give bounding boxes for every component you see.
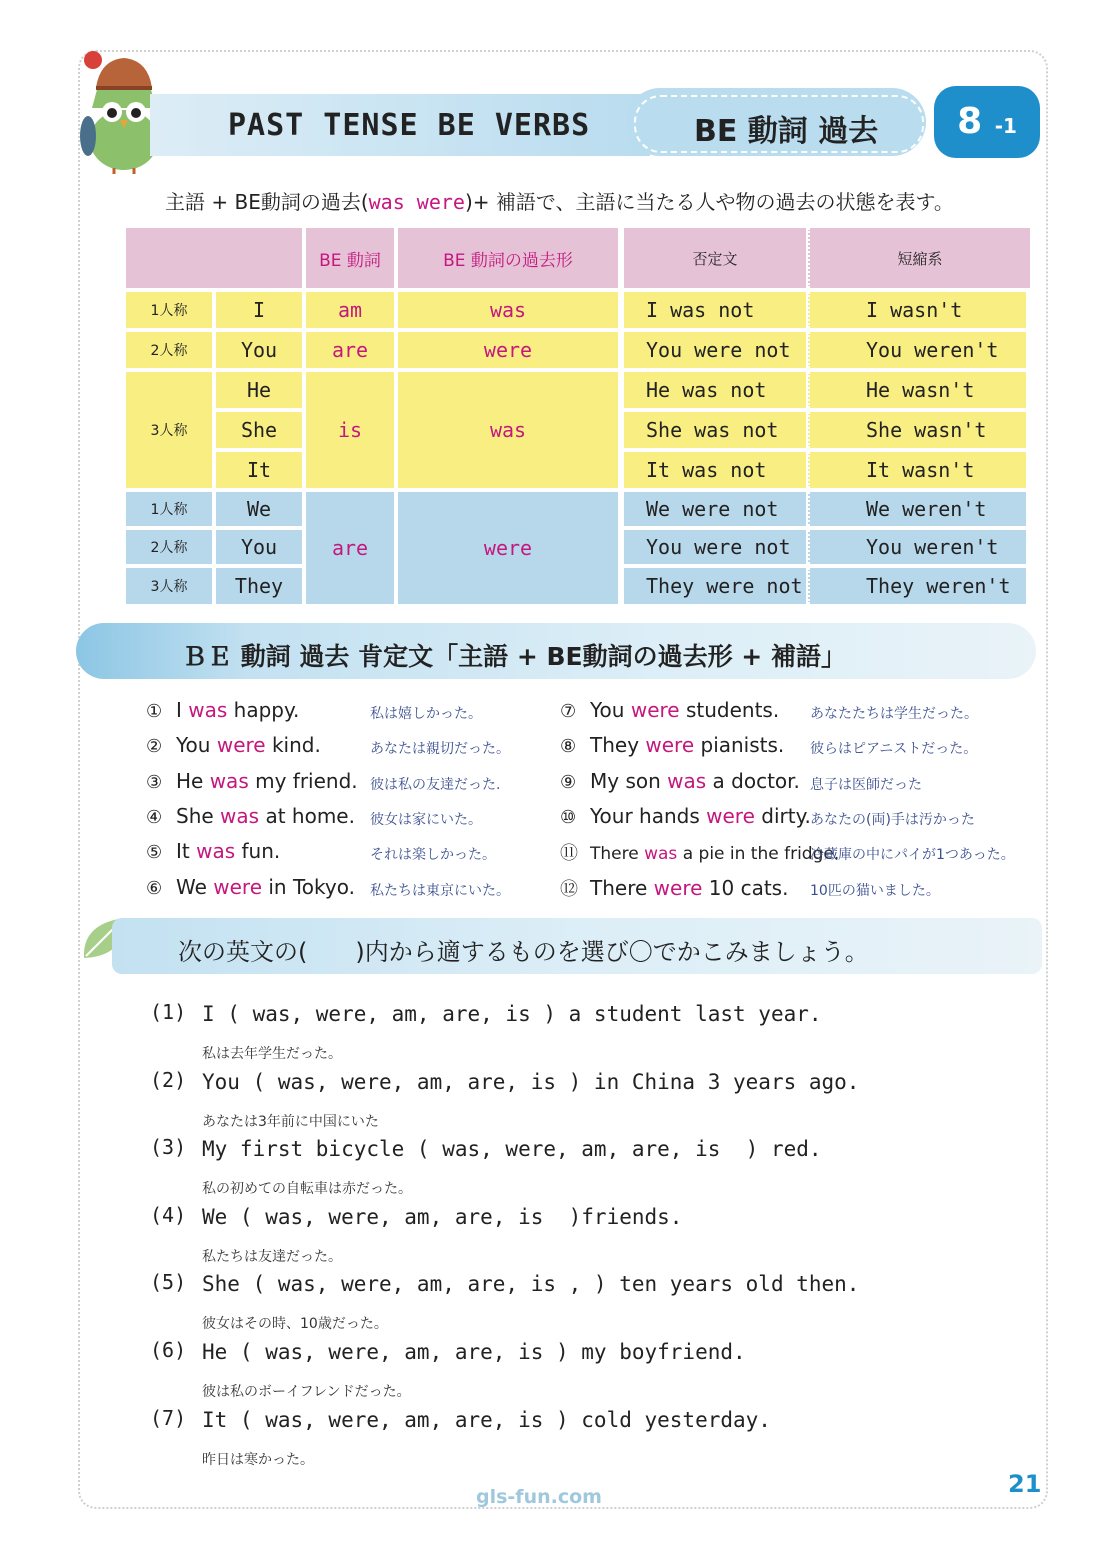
short-cell: It wasn't <box>808 452 1026 488</box>
example-verb: was <box>644 844 678 864</box>
negative-cell: You were not <box>624 332 806 368</box>
negative-cell: You were not <box>624 530 806 564</box>
question-translation: 昨日は寒かった。 <box>202 1452 314 1468</box>
example-verb: was <box>667 769 707 793</box>
example-number: ④ <box>146 807 163 828</box>
person-1st: 1人称 <box>126 292 212 328</box>
negative-cell: We were not <box>624 492 806 526</box>
example-text: They <box>590 733 646 757</box>
example-sentence <box>146 804 355 828</box>
example-text: pianists. <box>694 733 785 757</box>
negative-cell: He was not <box>624 372 806 408</box>
example-number: ⑨ <box>560 772 577 793</box>
question-translation: 彼は私のボーイフレンドだった。 <box>202 1384 411 1400</box>
example-sentence <box>146 875 355 899</box>
example-verb: were <box>645 733 695 757</box>
question-sentence[interactable]: We ( was, were, am, are, is )friends. <box>202 1205 683 1229</box>
be-form: is <box>306 372 394 488</box>
question-sentence[interactable]: You ( was, were, am, are, is ) in China 3 years ago. <box>202 1070 860 1094</box>
example-sentence <box>146 839 280 863</box>
example-number: ① <box>146 701 163 722</box>
intro-pre: 主語 + BE動詞の過去( <box>165 190 369 214</box>
example-text: students. <box>679 698 780 722</box>
site-url: gls-fun.com <box>476 1486 602 1508</box>
section-exercise-title: 次の英文の( )内から適するものを選び〇でかこみましょう。 <box>178 938 869 966</box>
example-number: ⑪ <box>560 843 578 864</box>
example-translation: あなたの(両)手は汚かった <box>810 812 975 828</box>
example-sentence <box>560 698 779 722</box>
question-sentence[interactable]: My first bicycle ( was, were, am, are, is ) red. <box>202 1137 822 1161</box>
subject-cell: We <box>216 492 302 526</box>
person-1st: 1人称 <box>126 492 212 526</box>
example-sentence <box>146 769 358 793</box>
question-sentence[interactable]: It ( was, were, am, are, is ) cold yesterday. <box>202 1408 771 1432</box>
unit-badge <box>934 86 1040 158</box>
short-cell: You weren't <box>808 530 1026 564</box>
example-translation: それは楽しかった。 <box>370 847 496 863</box>
question-number: (4) <box>150 1203 187 1227</box>
example-text: in Tokyo. <box>262 875 355 899</box>
example-verb: was <box>196 839 236 863</box>
example-sentence <box>146 733 321 757</box>
example-text: a doctor. <box>706 769 800 793</box>
example-translation: 彼らはピアニストだった。 <box>810 741 978 757</box>
question-translation: 私は去年学生だった。 <box>202 1046 342 1062</box>
past-form: were <box>398 332 618 368</box>
example-text: 10 cats. <box>702 876 789 900</box>
example-translation: 冷蔵庫の中にパイが1つあった。 <box>810 847 1015 863</box>
subject-cell: You <box>216 530 302 564</box>
question-translation: あなたは3年前に中国にいた <box>202 1114 379 1130</box>
page-subtitle: BE 動詞 過去 <box>694 114 879 149</box>
example-sentence <box>560 769 800 793</box>
example-text: kind. <box>265 733 321 757</box>
be-form: am <box>306 292 394 328</box>
example-translation: 彼は私の友達だった. <box>370 777 501 793</box>
past-form: were <box>398 492 618 604</box>
example-text: We <box>176 875 214 899</box>
example-verb: were <box>653 876 703 900</box>
header-be: BE 動詞 <box>306 228 394 288</box>
example-text: Your hands <box>590 804 707 828</box>
example-translation: あなたは親切だった。 <box>370 741 510 757</box>
short-cell: He wasn't <box>808 372 1026 408</box>
question-sentence[interactable]: She ( was, were, am, are, is , ) ten years old then. <box>202 1272 860 1296</box>
question-number: (7) <box>150 1406 187 1430</box>
example-translation: 彼女は家にいた。 <box>370 812 482 828</box>
example-text: There <box>590 876 654 900</box>
example-verb: were <box>630 698 680 722</box>
example-text: You <box>590 698 631 722</box>
example-number: ⑦ <box>560 701 577 722</box>
example-text: It <box>176 839 197 863</box>
example-verb: were <box>216 733 266 757</box>
example-text: He <box>176 769 210 793</box>
question-number: (1) <box>150 1000 187 1024</box>
header-blank <box>126 228 302 288</box>
past-form: was <box>398 292 618 328</box>
subject-cell: He <box>216 372 302 408</box>
example-text: You <box>176 733 217 757</box>
example-sentence <box>560 804 811 828</box>
example-sentence <box>146 698 299 722</box>
example-sentence <box>560 839 839 865</box>
example-text: She <box>176 804 221 828</box>
example-translation: 10匹の猫いました。 <box>810 883 940 899</box>
short-cell: She wasn't <box>808 412 1026 448</box>
example-number: ⑫ <box>560 879 578 900</box>
example-translation: 私たちは東京にいた。 <box>370 883 510 899</box>
unit-number: 8 <box>957 101 983 142</box>
subject-cell: She <box>216 412 302 448</box>
example-verb: was <box>188 698 228 722</box>
example-text: happy. <box>227 698 300 722</box>
subject-cell: It <box>216 452 302 488</box>
example-number: ⑩ <box>560 807 577 828</box>
example-number: ⑧ <box>560 736 577 757</box>
example-verb: was <box>220 804 260 828</box>
negative-cell: They were not <box>624 568 806 604</box>
header-past: BE 動詞の過去形 <box>398 228 618 288</box>
example-number: ③ <box>146 772 163 793</box>
header-negative: 否定文 <box>624 228 806 288</box>
example-text: my friend. <box>248 769 358 793</box>
person-3rd: 3人称 <box>126 372 212 488</box>
unit-sub: -1 <box>994 114 1017 138</box>
page-number: 21 <box>1008 1470 1042 1498</box>
question-number: (3) <box>150 1135 187 1159</box>
question-sentence[interactable]: He ( was, were, am, are, is ) my boyfriend. <box>202 1340 746 1364</box>
question-number: (5) <box>150 1270 187 1294</box>
example-verb: were <box>706 804 755 828</box>
example-verb: was <box>209 769 249 793</box>
subject-cell: They <box>216 568 302 604</box>
example-text: fun. <box>235 839 281 863</box>
subject-cell: I <box>216 292 302 328</box>
question-translation: 彼女はその時、10歳だった。 <box>202 1316 388 1332</box>
example-number: ⑥ <box>146 878 163 899</box>
intro-highlight: was were <box>368 190 465 214</box>
page-title: PAST TENSE BE VERBS <box>228 108 591 143</box>
past-form: was <box>398 372 618 488</box>
subject-cell: You <box>216 332 302 368</box>
short-cell: You weren't <box>808 332 1026 368</box>
example-text: dirty. <box>754 804 811 828</box>
example-text: I <box>176 698 189 722</box>
example-verb: were <box>213 875 263 899</box>
intro-post: )+ 補語で、主語に当たる人や物の過去の状態を表す。 <box>464 190 954 214</box>
be-form: are <box>306 332 394 368</box>
negative-cell: I was not <box>624 292 806 328</box>
short-cell: I wasn't <box>808 292 1026 328</box>
intro-text <box>165 186 954 215</box>
short-cell: They weren't <box>808 568 1026 604</box>
example-text: a pie in the fridge. <box>677 844 840 864</box>
section-affirmative-title: ＢＥ 動詞 過去 肯定文「主語 + BE動詞の過去形 + 補語」 <box>182 642 846 671</box>
example-number: ② <box>146 736 163 757</box>
example-text: at home. <box>259 804 355 828</box>
question-number: (2) <box>150 1068 187 1092</box>
person-3rd: 3人称 <box>126 568 212 604</box>
question-translation: 私たちは友達だった。 <box>202 1249 342 1265</box>
question-sentence[interactable]: I ( was, were, am, are, is ) a student last year. <box>202 1002 822 1026</box>
example-sentence <box>560 875 788 901</box>
example-translation: 息子は医師だった <box>810 777 922 793</box>
short-cell: We weren't <box>808 492 1026 526</box>
example-translation: あなたたちは学生だった。 <box>810 706 978 722</box>
person-2nd: 2人称 <box>126 530 212 564</box>
be-form: are <box>306 492 394 604</box>
example-translation: 私は嬉しかった。 <box>370 706 482 722</box>
negative-cell: It was not <box>624 452 806 488</box>
question-translation: 私の初めての自転車は赤だった。 <box>202 1181 412 1197</box>
negative-cell: She was not <box>624 412 806 448</box>
header-short: 短縮系 <box>808 228 1030 288</box>
example-sentence <box>560 733 784 757</box>
example-text: There <box>590 844 645 864</box>
question-number: (6) <box>150 1338 187 1362</box>
example-number: ⑤ <box>146 842 163 863</box>
example-text: My son <box>590 769 668 793</box>
person-2nd: 2人称 <box>126 332 212 368</box>
